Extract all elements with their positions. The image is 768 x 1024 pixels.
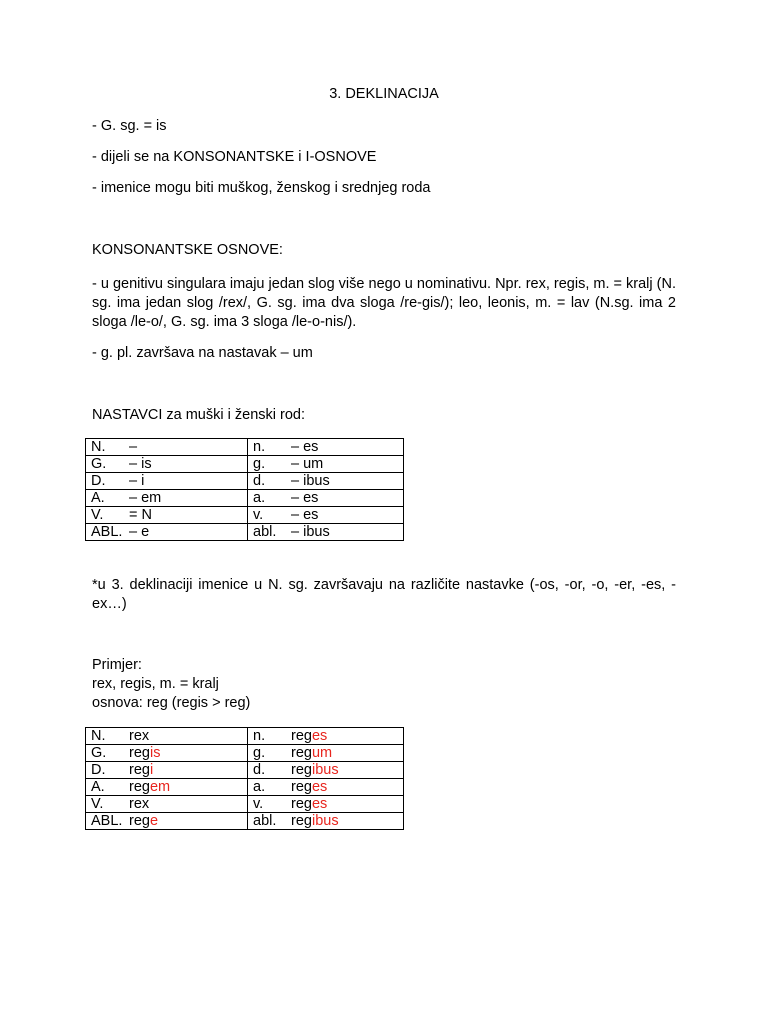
endings-heading: NASTAVCI za muški i ženski rod:	[92, 407, 305, 423]
word-ending: e	[149, 813, 159, 829]
word-stem: rex	[129, 728, 150, 744]
case-label: V.	[91, 796, 104, 812]
intro-line-gender: - imenice mogu biti muškog, ženskog i srednjeg roda	[92, 180, 431, 196]
word-stem: reg	[291, 745, 312, 761]
singular-cell	[86, 524, 248, 541]
word-ending: es	[311, 728, 328, 744]
endings-table	[85, 438, 404, 541]
case-ending: – is	[129, 456, 152, 472]
case-ending: – es	[291, 439, 319, 455]
case-label: abl.	[253, 524, 277, 540]
word-ending: ibus	[311, 762, 339, 778]
case-ending: – ibus	[291, 524, 330, 540]
singular-cell	[86, 813, 248, 830]
case-label: G.	[91, 456, 107, 472]
singular-cell	[86, 796, 248, 813]
plural-cell	[248, 745, 404, 762]
plural-cell	[248, 473, 404, 490]
singular-cell	[86, 439, 248, 456]
endings-row	[86, 456, 404, 473]
case-label: V.	[91, 507, 104, 523]
case-ending: = N	[129, 507, 152, 523]
word-stem: reg	[291, 779, 312, 795]
plural-cell	[248, 507, 404, 524]
case-label: D.	[91, 473, 106, 489]
plural-cell	[248, 813, 404, 830]
plural-cell	[248, 524, 404, 541]
word-stem: reg	[129, 762, 150, 778]
case-label: N.	[91, 728, 106, 744]
word-stem: reg	[291, 728, 312, 744]
word-ending: is	[149, 745, 161, 761]
intro-line-genitive: - G. sg. = is	[92, 118, 167, 134]
example-word: rex, regis, m. = kralj	[92, 676, 219, 692]
example-row	[86, 762, 404, 779]
case-ending: – e	[129, 524, 150, 540]
plural-cell	[248, 456, 404, 473]
case-ending: – em	[129, 490, 162, 506]
page-title: 3. DEKLINACIJA	[329, 86, 439, 102]
example-heading: Primjer:	[92, 657, 142, 673]
word-stem: rex	[129, 796, 150, 812]
case-label: a.	[253, 490, 266, 506]
case-ending: – es	[291, 507, 319, 523]
plural-cell	[248, 728, 404, 745]
word-stem: reg	[129, 779, 150, 795]
singular-cell	[86, 745, 248, 762]
word-ending: i	[149, 762, 154, 778]
case-label: ABL.	[91, 813, 123, 829]
plural-cell	[248, 796, 404, 813]
case-label: v.	[253, 796, 264, 812]
word-ending: es	[311, 796, 328, 812]
case-label: n.	[253, 728, 266, 744]
example-row	[86, 813, 404, 830]
example-table	[85, 727, 404, 830]
word-stem: reg	[129, 745, 150, 761]
case-label: N.	[91, 439, 106, 455]
section-heading: KONSONANTSKE OSNOVE:	[92, 242, 283, 258]
case-label: ABL.	[91, 524, 123, 540]
word-stem: reg	[291, 762, 312, 778]
paragraph-genitive-syllable: - u genitivu singulara imaju jedan slog više nego u nominativu. Npr. rex, regis, m. = kralj (N. sg. ima jedan slog /rex/, G. sg. ima dva sloga /re-gis/); leo, leonis, m. = lav (N.sg. ima 2 sloga /le-o/, G. sg. ima 3 sloga /le-o-nis/).	[92, 276, 676, 330]
word-stem: reg	[291, 813, 312, 829]
case-ending: –	[129, 439, 138, 455]
singular-cell	[86, 473, 248, 490]
case-label: abl.	[253, 813, 277, 829]
case-label: g.	[253, 456, 266, 472]
case-ending: – i	[129, 473, 145, 489]
case-label: v.	[253, 507, 264, 523]
singular-cell	[86, 779, 248, 796]
case-ending: – es	[291, 490, 319, 506]
endings-row	[86, 473, 404, 490]
endings-row	[86, 507, 404, 524]
case-label: G.	[91, 745, 107, 761]
endings-row	[86, 490, 404, 507]
case-ending: – ibus	[291, 473, 330, 489]
singular-cell	[86, 456, 248, 473]
case-ending: – um	[291, 456, 324, 472]
case-label: A.	[91, 779, 105, 795]
word-stem: reg	[129, 813, 150, 829]
word-ending: em	[149, 779, 171, 795]
case-label: a.	[253, 779, 266, 795]
plural-cell	[248, 490, 404, 507]
singular-cell	[86, 762, 248, 779]
endings-row	[86, 439, 404, 456]
example-row	[86, 728, 404, 745]
word-stem: reg	[291, 796, 312, 812]
word-ending: um	[311, 745, 333, 761]
case-label: n.	[253, 439, 266, 455]
example-row	[86, 745, 404, 762]
intro-line-division: - dijeli se na KONSONANTSKE i I-OSNOVE	[92, 149, 377, 165]
example-row	[86, 779, 404, 796]
case-label: d.	[253, 762, 266, 778]
example-stem: osnova: reg (regis > reg)	[92, 695, 251, 711]
singular-cell	[86, 507, 248, 524]
case-label: A.	[91, 490, 105, 506]
endings-row	[86, 524, 404, 541]
paragraph-genitive-plural: - g. pl. završava na nastavak – um	[92, 345, 313, 361]
word-ending: es	[311, 779, 328, 795]
case-label: d.	[253, 473, 266, 489]
word-ending: ibus	[311, 813, 339, 829]
case-label: g.	[253, 745, 266, 761]
singular-cell	[86, 490, 248, 507]
singular-cell	[86, 728, 248, 745]
note-nominative-endings: *u 3. deklinaciji imenice u N. sg. završavaju na različite nastavke (-os, -or, -o, -er, -es, -ex…)	[92, 577, 676, 612]
case-label: D.	[91, 762, 106, 778]
example-row	[86, 796, 404, 813]
plural-cell	[248, 439, 404, 456]
plural-cell	[248, 762, 404, 779]
plural-cell	[248, 779, 404, 796]
